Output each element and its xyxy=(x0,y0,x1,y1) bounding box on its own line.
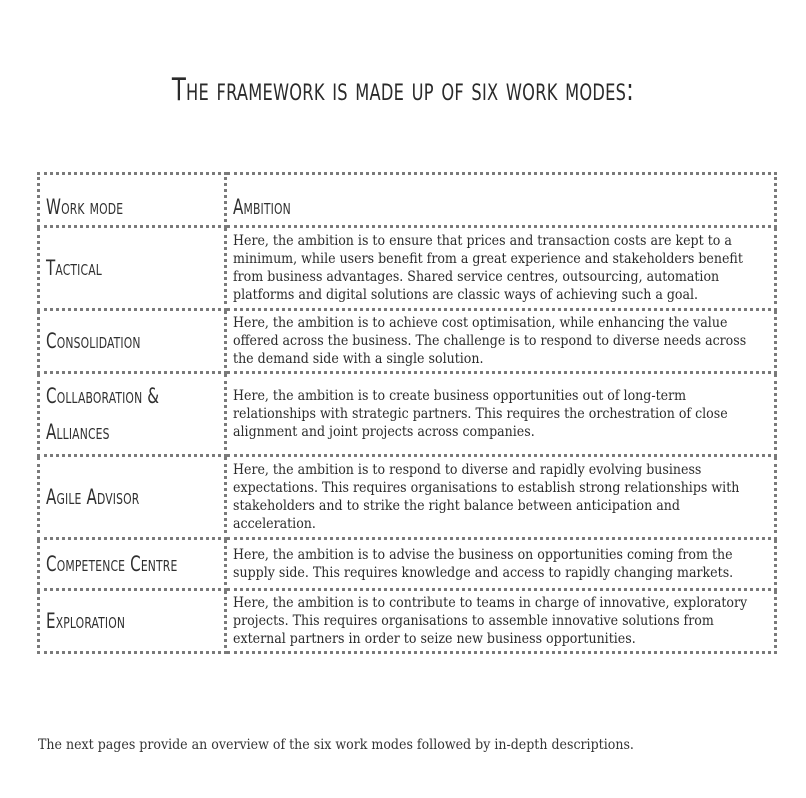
header-ambition: Ambition xyxy=(226,174,776,227)
header-work-mode: Work mode xyxy=(39,174,226,227)
work-modes-table xyxy=(37,172,777,654)
table-row xyxy=(39,456,776,539)
mode-collaboration-alliances: Collaboration & Alliances xyxy=(39,373,226,456)
table-header-row xyxy=(39,174,776,227)
table-row xyxy=(39,539,776,590)
mode-consolidation: Consolidation xyxy=(39,310,226,373)
ambition-agile-advisor: Here, the ambition is to respond to diverse and rapidly evolving business expectations. This requires organisations to establish strong relationships with stakeholders and to strike the right balance between anticipation and acceleration. xyxy=(226,456,776,539)
ambition-competence-centre: Here, the ambition is to advise the business on opportunities coming from the supply side. This requires knowledge and access to rapidly changing markets. xyxy=(226,539,776,590)
mode-tactical: Tactical xyxy=(39,227,226,310)
mode-exploration: Exploration xyxy=(39,590,226,653)
page-title: The framework is made up of six work modes: xyxy=(171,72,635,108)
table-row xyxy=(39,590,776,653)
table-row xyxy=(39,310,776,373)
table-row xyxy=(39,373,776,456)
mode-agile-advisor: Agile Advisor xyxy=(39,456,226,539)
footer-note: The next pages provide an overview of the six work modes followed by in-depth descriptions. xyxy=(38,737,634,753)
ambition-consolidation: Here, the ambition is to achieve cost optimisation, while enhancing the value offered across the business. The challenge is to respond to diverse needs across the demand side with a single solution. xyxy=(226,310,776,373)
table-row xyxy=(39,227,776,310)
ambition-collaboration-alliances: Here, the ambition is to create business opportunities out of long-term relationships with strategic partners. This requires the orchestration of close alignment and joint projects across companies. xyxy=(226,373,776,456)
mode-competence-centre: Competence Centre xyxy=(39,539,226,590)
ambition-exploration: Here, the ambition is to contribute to teams in charge of innovative, exploratory projects. This requires organisations to assemble innovative solutions from external partners in order to seize new business opportunities. xyxy=(226,590,776,653)
ambition-tactical: Here, the ambition is to ensure that prices and transaction costs are kept to a minimum, while users benefit from a great experience and stakeholders benefit from business advantages. Shared service centres, outsourcing, automation platforms and digital solutions are classic ways of achieving such a goal. xyxy=(226,227,776,310)
